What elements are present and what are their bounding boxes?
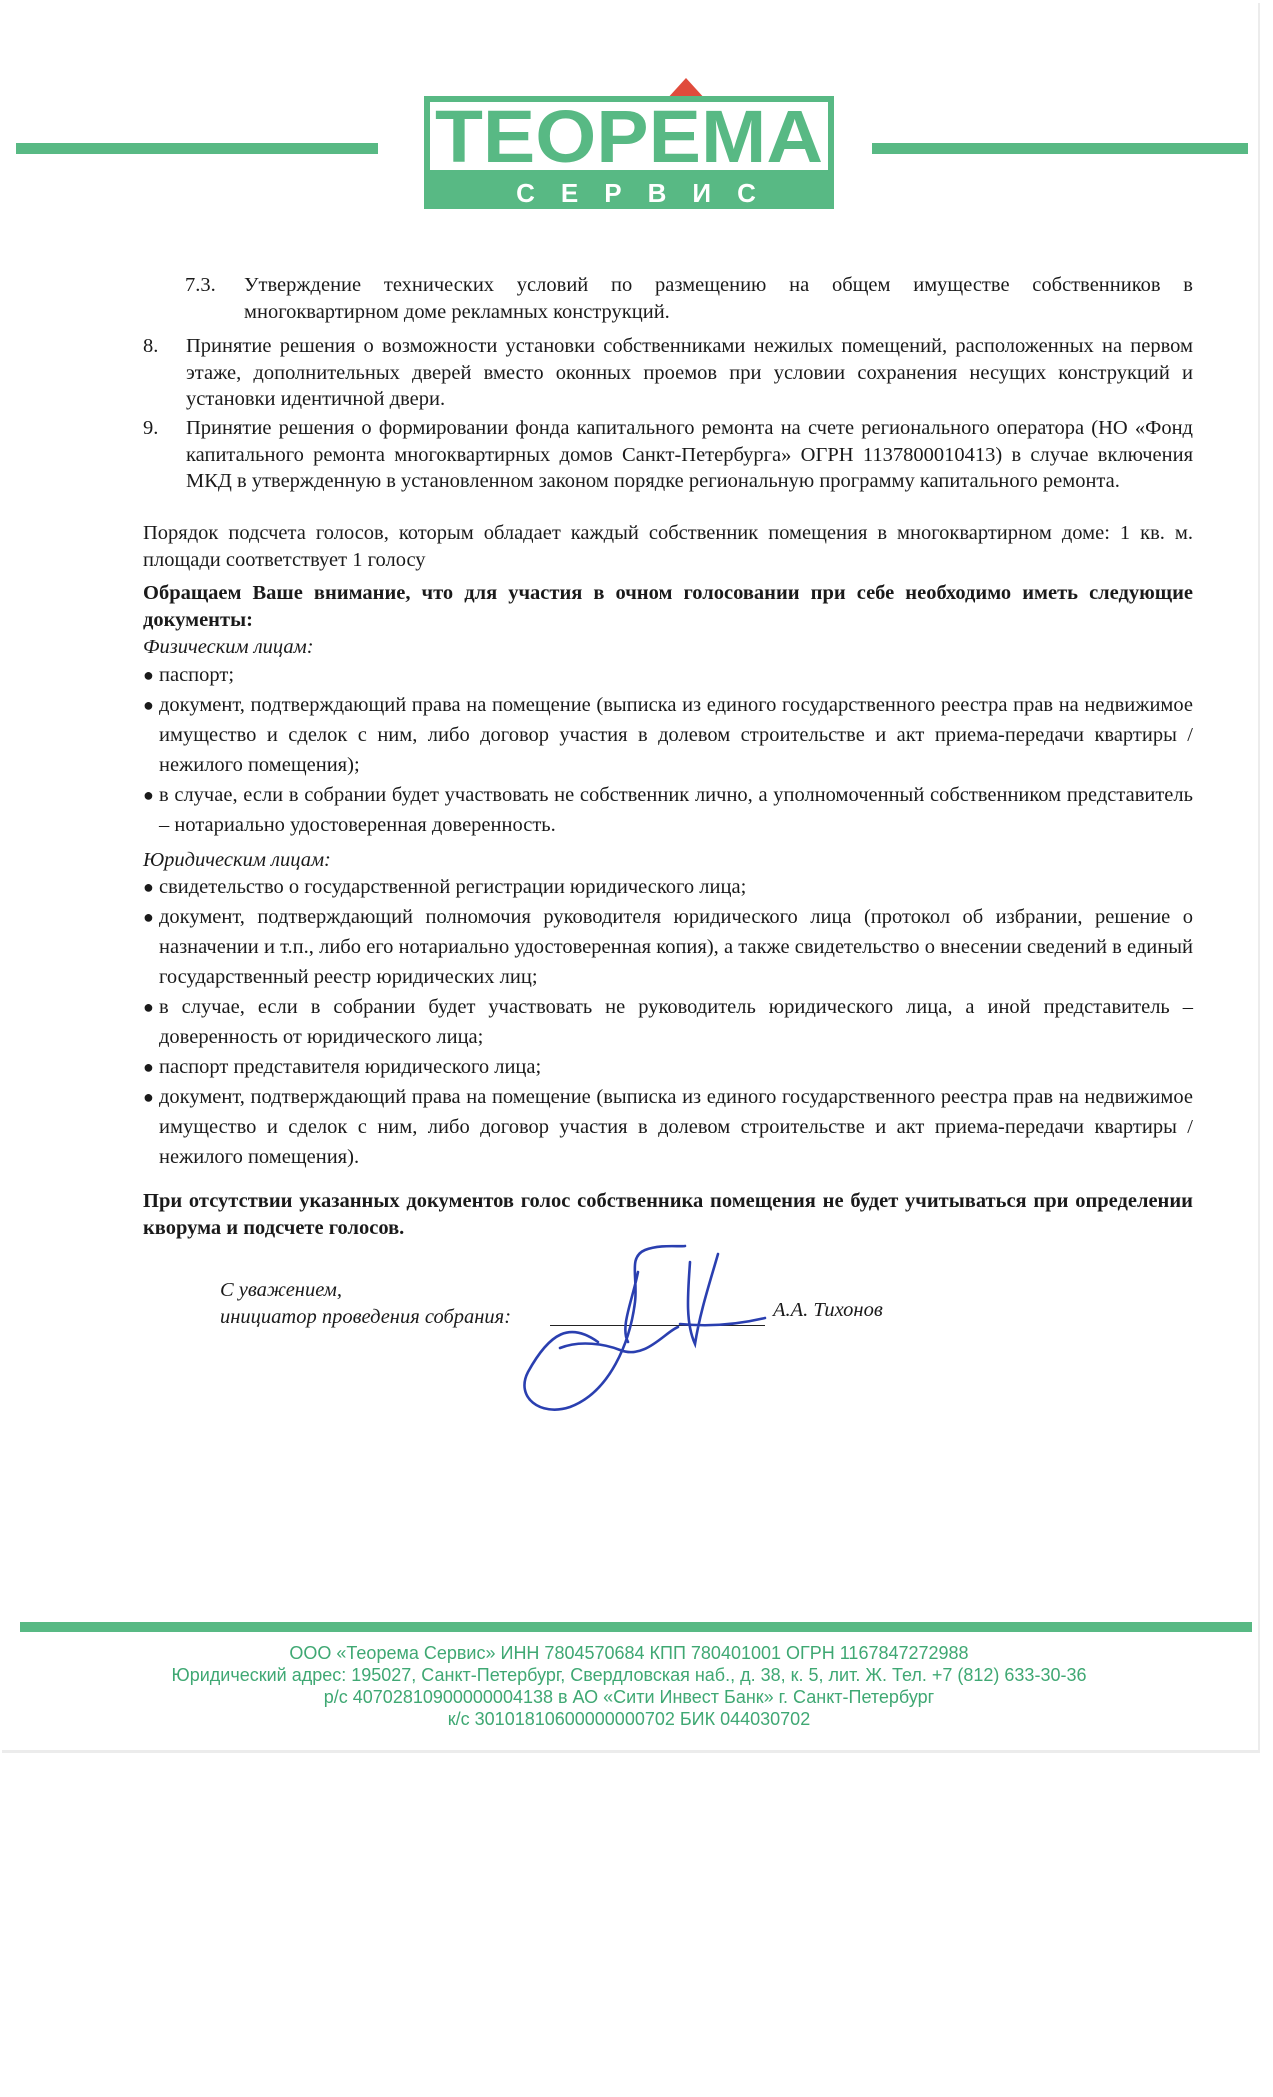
- bullet-icon: ●: [143, 997, 154, 1017]
- agenda-item-8: [143, 333, 1193, 413]
- agenda-item-number: 9.: [143, 417, 159, 439]
- closing-block: [220, 1277, 511, 1331]
- signer-name: А.А. Тихонов: [773, 1299, 883, 1321]
- footer-address: Юридический адрес: 195027, Санкт-Петербург, Свердловская наб., д. 38, к. 5, лит. Ж. Тел. +7 (812) 633-30-36: [171, 1665, 1087, 1685]
- agenda-item-7-3: [185, 272, 1193, 328]
- list-item: ● документ, подтверждающий права на помещение (выписка из единого государственного реестра прав на недвижимое имущество и сделок с ним, либо договор участия в долевом строительстве и акт приема-передачи квартиры / нежилого помещения).: [143, 1082, 1193, 1172]
- list-item: ● документ, подтверждающий права на помещение (выписка из единого государственного реестра прав на недвижимое имущество и сделок с ним, либо договор участия в долевом строительстве и акт приема-передачи квартиры / нежилого помещения);: [143, 690, 1193, 780]
- list-item: ● свидетельство о государственной регистрации юридического лица;: [143, 872, 1193, 902]
- list-item: ● в случае, если в собрании будет участвовать не руководитель юридического лица, а иной представитель – доверенность от юридического лица;: [143, 992, 1193, 1052]
- footer-correspondent-account: к/с 30101810600000000702 БИК 044030702: [447, 1709, 811, 1729]
- closing-greeting: С уважением,: [220, 1279, 343, 1301]
- bullet-icon: ●: [143, 1057, 154, 1077]
- bullet-icon: ●: [143, 907, 154, 927]
- footer-company-info: ООО «Теорема Сервис» ИНН 7804570684 КПП 780401001 ОГРН 1167847272988: [289, 1643, 969, 1663]
- agenda-item-text: Принятие решения о формировании фонда капитального ремонта на счете регионального оператора (НО «Фонд капитального ремонта многоквартирных домов Санкт-Петербурга» ОГРН 1137800010413) в случае включения МКД в утвержденную в установленном законом порядке региональную программу капитального ремонта.: [186, 417, 1193, 492]
- agenda-item-9: [143, 415, 1193, 523]
- logo-main-text: ТЕОРЕМА: [435, 95, 823, 178]
- bullet-icon: ●: [143, 695, 154, 715]
- list-item: ● паспорт;: [143, 660, 1193, 690]
- list-item: ● паспорт представителя юридического лица;: [143, 1052, 1193, 1082]
- company-logo: [424, 78, 834, 209]
- handwritten-signature: [510, 1232, 780, 1422]
- agenda-item-text: Утверждение технических условий по размещению на общем имуществе собственников в многоквартирном доме рекламных конструкций.: [244, 274, 1193, 323]
- bullet-icon: ●: [143, 877, 154, 897]
- list-item: ● документ, подтверждающий полномочия руководителя юридического лица (протокол об избрании, решение о назначении и т.п., либо его нотариально удостоверенная копия), а также свидетельство о внесении сведений в единый государственный реестр юридических лиц;: [143, 902, 1193, 992]
- agenda-item-text: Принятие решения о возможности установки собственниками нежилых помещений, расположенных на первом этаже, дополнительных дверей вместо оконных проемов при условии сохранения несущих конструкций и установки идентичной двери.: [186, 335, 1193, 410]
- header-rule-right: [872, 143, 1248, 154]
- warning-paragraph: При отсутствии указанных документов голос собственника помещения не будет учитываться при определении кворума и подсчете голосов.: [143, 1190, 1193, 1239]
- bullet-icon: ●: [143, 665, 154, 685]
- list-item: ● в случае, если в собрании будет участвовать не собственник лично, а уполномоченный собственником представитель – нотариально удостоверенная доверенность.: [143, 780, 1193, 840]
- footer-rule: [20, 1622, 1252, 1632]
- closing-role: инициатор проведения собрания:: [220, 1306, 512, 1328]
- attention-paragraph: Обращаем Ваше внимание, что для участия в очном голосовании при себе необходимо иметь следующие документы:: [143, 582, 1193, 631]
- agenda-item-number: 8.: [143, 335, 159, 357]
- agenda-item-number: 7.3.: [185, 274, 216, 296]
- individuals-heading: Физическим лицам:: [143, 636, 314, 658]
- bullet-icon: ●: [143, 785, 154, 805]
- footer-bank-account: р/с 40702810900000004138 в АО «Сити Инвест Банк» г. Санкт-Петербург: [323, 1687, 935, 1707]
- header-rule-left: [16, 143, 378, 154]
- logo-sub-text: СЕРВИС: [516, 178, 782, 208]
- legal-heading: Юридическим лицам:: [143, 849, 331, 871]
- vote-count-paragraph: Порядок подсчета голосов, которым обладает каждый собственник помещения в многоквартирном доме: 1 кв. м. площади соответствует 1 голосу: [143, 522, 1193, 571]
- bullet-icon: ●: [143, 1087, 154, 1107]
